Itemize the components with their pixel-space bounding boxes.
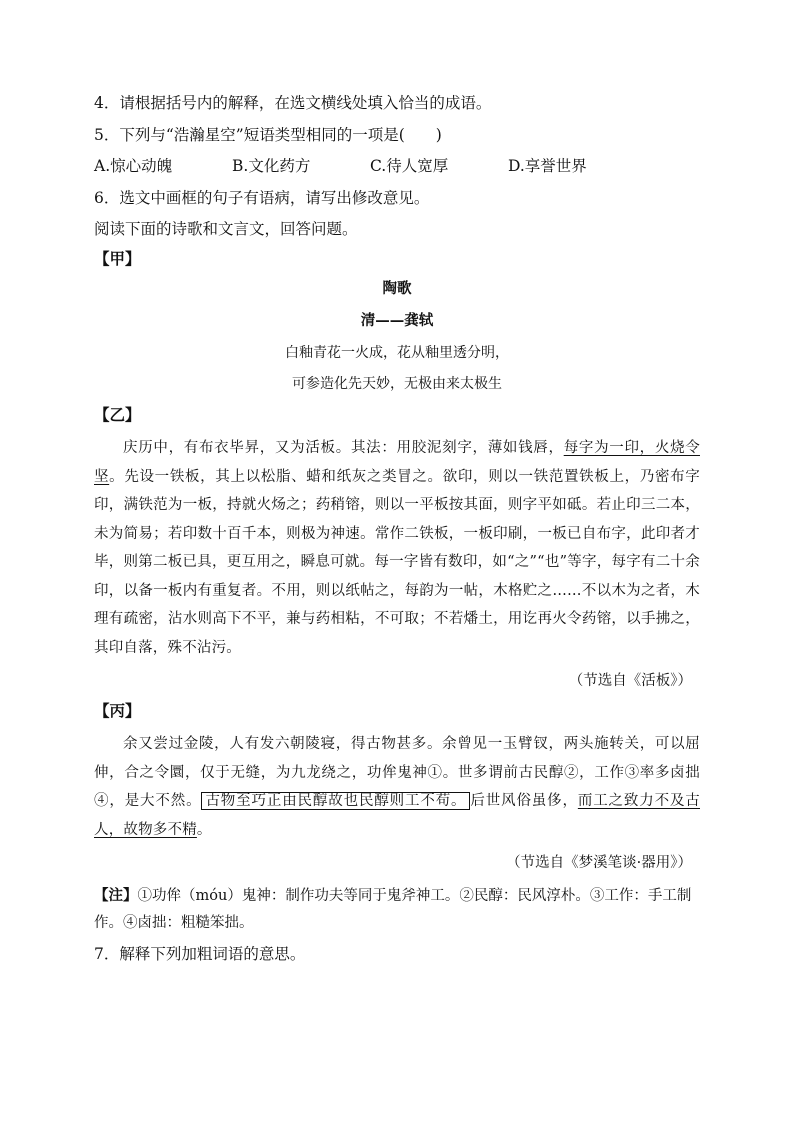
passage-bing-text-3: 。 (196, 821, 212, 838)
annotation (94, 882, 700, 937)
section-jia-tag: 【甲】 (94, 249, 141, 268)
option-a: A.惊心动魄 (94, 157, 173, 175)
passage-bing-text-1: 余又尝过金陵，人有发六朝陵寝，得古物甚多。余曾见一玉臂钗，两头施转关，可以屈伸，合之令圜，仅于无缝，为九龙绕之，功侔鬼神①。世多谓前古民醇②，工作③率多卤拙④，是大不然。 (94, 736, 700, 809)
reading-instruction: 阅读下面的诗歌和文言文，回答问题。 (94, 220, 358, 238)
poem-line-1: 白釉青花一火成，花从釉里透分明， (285, 345, 509, 361)
poem-title: 陶歌 (382, 280, 412, 297)
question-4: 4．请根据括号内的解释，在选文横线处填入恰当的成语。 (94, 94, 492, 112)
passage-bing-boxed-sentence: 古物至巧正由民醇故也民醇则工不苟。 (201, 792, 470, 810)
question-7: 7．解释下列加粗词语的意思。 (94, 945, 306, 963)
question-5: 5．下列与“浩瀚星空”短语类型相同的一项是( ) (94, 125, 442, 144)
option-c: C.待人宽厚 (370, 157, 449, 175)
source-yi: （节选自《活板》） (568, 673, 692, 689)
passage-yi-text-2: 。先设一铁板，其上以松脂、蜡和纸灰之类冒之。欲印，则以一铁范置铁板上，乃密布字印，满铁范为一板，持就火炀之；药稍镕，则以一平板按其面，则字平如砥。若止印三二本，未为简易；若印数十百千本，则极为神速。常作二铁板，一板印刷，一板已自布字，此印者才毕，则第二板已具，更互用之，瞬息可就。每一字皆有数印，如“之”“也”等字，每字有二十余印，以备一板内有重复者。不用，则以纸帖之，每韵为一帖，木格贮之……不以木为之者，木理有疏密，沾水则高下不平，兼与药相粘，不可取；不若燔土，用讫再火令药镕，以手拂之，其印自落，殊不沾污。 (94, 468, 701, 656)
poem-author: 清——龚轼 (360, 312, 434, 329)
question-5-options (94, 155, 700, 177)
option-b: B.文化药方 (232, 157, 311, 175)
passage-bing-underlined: 而工之致力不及古人，故物多不精 (94, 793, 700, 838)
annotation-text: ①功侔（móu）鬼神：制作功夫等同于鬼斧神工。②民醇：民风淳朴。③工作：手工制作。④卤拙：粗糙笨拙。 (94, 888, 692, 931)
passage-bing (94, 730, 700, 844)
passage-bing-text-2: 后世风俗虽侈， (470, 793, 578, 809)
poem-line-2: 可参造化先天妙，无极由来太极生 (292, 376, 502, 392)
section-yi-tag: 【乙】 (94, 405, 141, 424)
source-bing: （节选自《梦溪笔谈·器用》） (506, 855, 692, 871)
passage-yi-underlined: 每字为一印，火烧令坚 (94, 440, 700, 485)
annotation-tag: 【注】 (94, 887, 138, 904)
passage-yi (94, 434, 700, 662)
question-6: 6．选文中画框的句子有语病，请写出修改意见。 (94, 188, 430, 207)
document-page (94, 92, 700, 965)
passage-yi-text-1: 庆历中，有布衣毕昇，又为活板。其法：用胶泥刻字，薄如钱唇， (123, 440, 564, 456)
option-d: D.享誉世界 (508, 157, 587, 175)
section-bing-tag: 【丙】 (94, 701, 141, 720)
